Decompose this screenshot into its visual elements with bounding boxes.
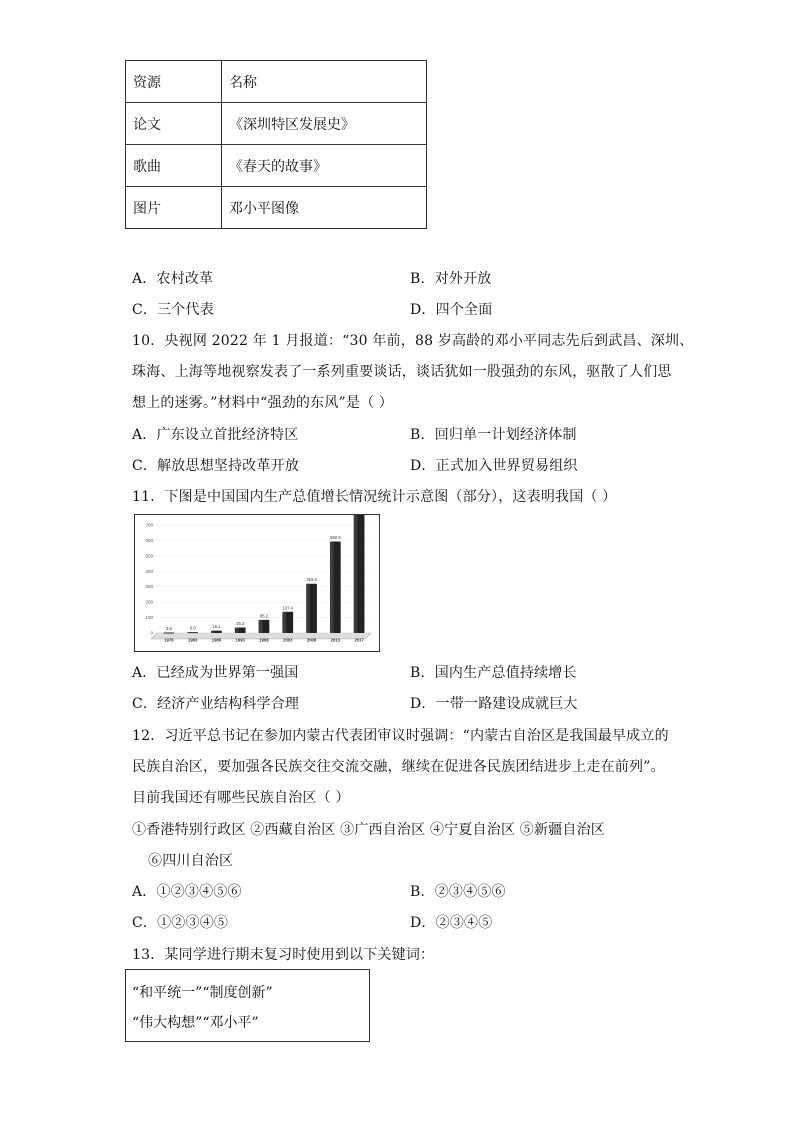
y-tick-label: 400	[145, 568, 153, 574]
table-header-cell: 资源	[126, 61, 222, 103]
q10-option-d: D．正式加入世界贸易组织	[410, 458, 578, 474]
q9-option-d: D．四个全面	[410, 302, 493, 318]
q13-keywords-line1: “和平统一”“制度创新”	[132, 985, 273, 1001]
table-cell: 图片	[126, 187, 222, 229]
x-tick-label: 1998	[259, 637, 269, 643]
q10-option-c: C．解放思想坚持改革开放	[132, 458, 300, 474]
q13-stem: 13．某同学进行期末复习时使用到以下关键词：	[132, 947, 435, 963]
table-cell: 《春天的故事》	[222, 145, 427, 187]
q9-option-b: B．对外开放	[410, 271, 492, 287]
q12-option-b: B．②③④⑤⑥	[410, 884, 506, 900]
q13-keywords-line2: “伟大构想”“邓小平”	[132, 1015, 259, 1031]
table-cell: 《深圳特区发展史》	[222, 103, 427, 145]
q12-items-line2: ⑥四川自治区	[148, 853, 234, 869]
x-tick-label: 1983	[188, 637, 198, 643]
q12-stem-line3: 目前我国还有哪些民族自治区（ ）	[132, 790, 350, 806]
q10-option-a: A．广东设立首批经济特区	[132, 427, 299, 443]
x-tick-label: 2008	[306, 637, 317, 643]
chart-bar-highlight	[259, 620, 263, 633]
x-tick-label: 1978	[164, 637, 174, 643]
x-tick-label: 1993	[235, 637, 245, 643]
chart-bar-highlight	[164, 632, 168, 633]
bar-value-label: 85.2	[259, 613, 269, 619]
chart-bar-highlight	[330, 542, 334, 633]
y-tick-label: 500	[145, 553, 153, 559]
table-cell: 歌曲	[126, 145, 222, 187]
y-tick-label: 700	[145, 522, 153, 528]
y-tick-label: 300	[145, 584, 153, 590]
chart-bar-highlight	[211, 631, 215, 633]
q11-option-d: D．一带一路建设成就巨大	[410, 696, 578, 712]
q11-option-c: C．经济产业结构科学合理	[132, 696, 300, 712]
x-tick-label: 2003	[283, 637, 293, 643]
chart-bar-highlight	[306, 584, 310, 633]
q12-option-d: D．②③④⑤	[410, 915, 493, 931]
table-header-cell: 名称	[222, 61, 427, 103]
table-row	[126, 145, 427, 187]
table-cell: 论文	[126, 103, 222, 145]
q10-stem-line3: 想上的迷雾。”材料中“强劲的东风”是（ ）	[132, 395, 394, 411]
q11-stem: 11．下图是中国国内生产总值增长情况统计示意图（部分），这表明我国（ ）	[132, 489, 617, 505]
q10-stem-line2: 珠海、上海等地视察发表了一系列重要谈话，谈话犹如一股强劲的东风，驱散了人们思	[132, 364, 672, 380]
bar-value-label: 3.6	[165, 625, 172, 631]
bar-value-label: 35.3	[236, 621, 245, 627]
chart-bar-highlight	[354, 515, 358, 633]
q13-keyword-box	[125, 969, 370, 1042]
resource-table	[125, 60, 427, 229]
chart-bar-highlight	[235, 628, 239, 633]
bar-value-label: 137.4	[282, 605, 294, 611]
chart-bar-highlight	[282, 612, 286, 633]
q9-option-a: A．农村改革	[132, 271, 214, 287]
y-tick-label: 0	[150, 630, 153, 636]
bar-value-label: 592.9	[330, 535, 341, 541]
y-tick-label: 200	[145, 599, 153, 605]
table-header-row	[126, 61, 427, 103]
table-row	[126, 103, 427, 145]
q11-option-b: B．国内生产总值持续增长	[410, 665, 577, 681]
chart-bar-highlight	[187, 632, 191, 633]
bar-value-label: 319.5	[306, 577, 317, 583]
q11-option-a: A．已经成为世界第一强国	[132, 665, 299, 681]
q10-stem-line1: 10．央视网 2022 年 1 月报道：“30 年前，88 岁高龄的邓小平同志先后到武昌、深圳、	[132, 333, 694, 349]
x-tick-label: 1988	[211, 637, 222, 643]
x-tick-label: 2017	[354, 637, 364, 643]
q10-option-b: B．回归单一计划经济体制	[410, 427, 577, 443]
q12-stem-line1: 12．习近平总书记在参加内蒙古代表团审议时强调：“内蒙古自治区是我国最早成立的	[132, 728, 669, 744]
q12-option-a: A．①②③④⑤⑥	[132, 884, 242, 900]
q12-items-line1: ①香港特别行政区 ②西藏自治区 ③广西自治区 ④宁夏自治区 ⑤新疆自治区	[132, 822, 605, 838]
gdp-chart-svg	[135, 515, 379, 651]
table-cell: 邓小平图像	[222, 187, 427, 229]
x-tick-label: 2013	[330, 637, 340, 643]
q12-option-c: C．①②③④⑤	[132, 915, 229, 931]
bar-value-label: 6.0	[189, 625, 196, 631]
bar-value-label: 15.1	[212, 624, 221, 630]
q9-option-c: C．三个代表	[132, 302, 214, 318]
y-tick-label: 600	[145, 537, 153, 543]
table-row	[126, 187, 427, 229]
gdp-bar-chart	[134, 514, 380, 652]
q12-stem-line2: 民族自治区，要加强各民族交往交流交融，继续在促进各民族团结进步上走在前列”。	[132, 759, 665, 775]
y-tick-label: 100	[145, 615, 153, 621]
